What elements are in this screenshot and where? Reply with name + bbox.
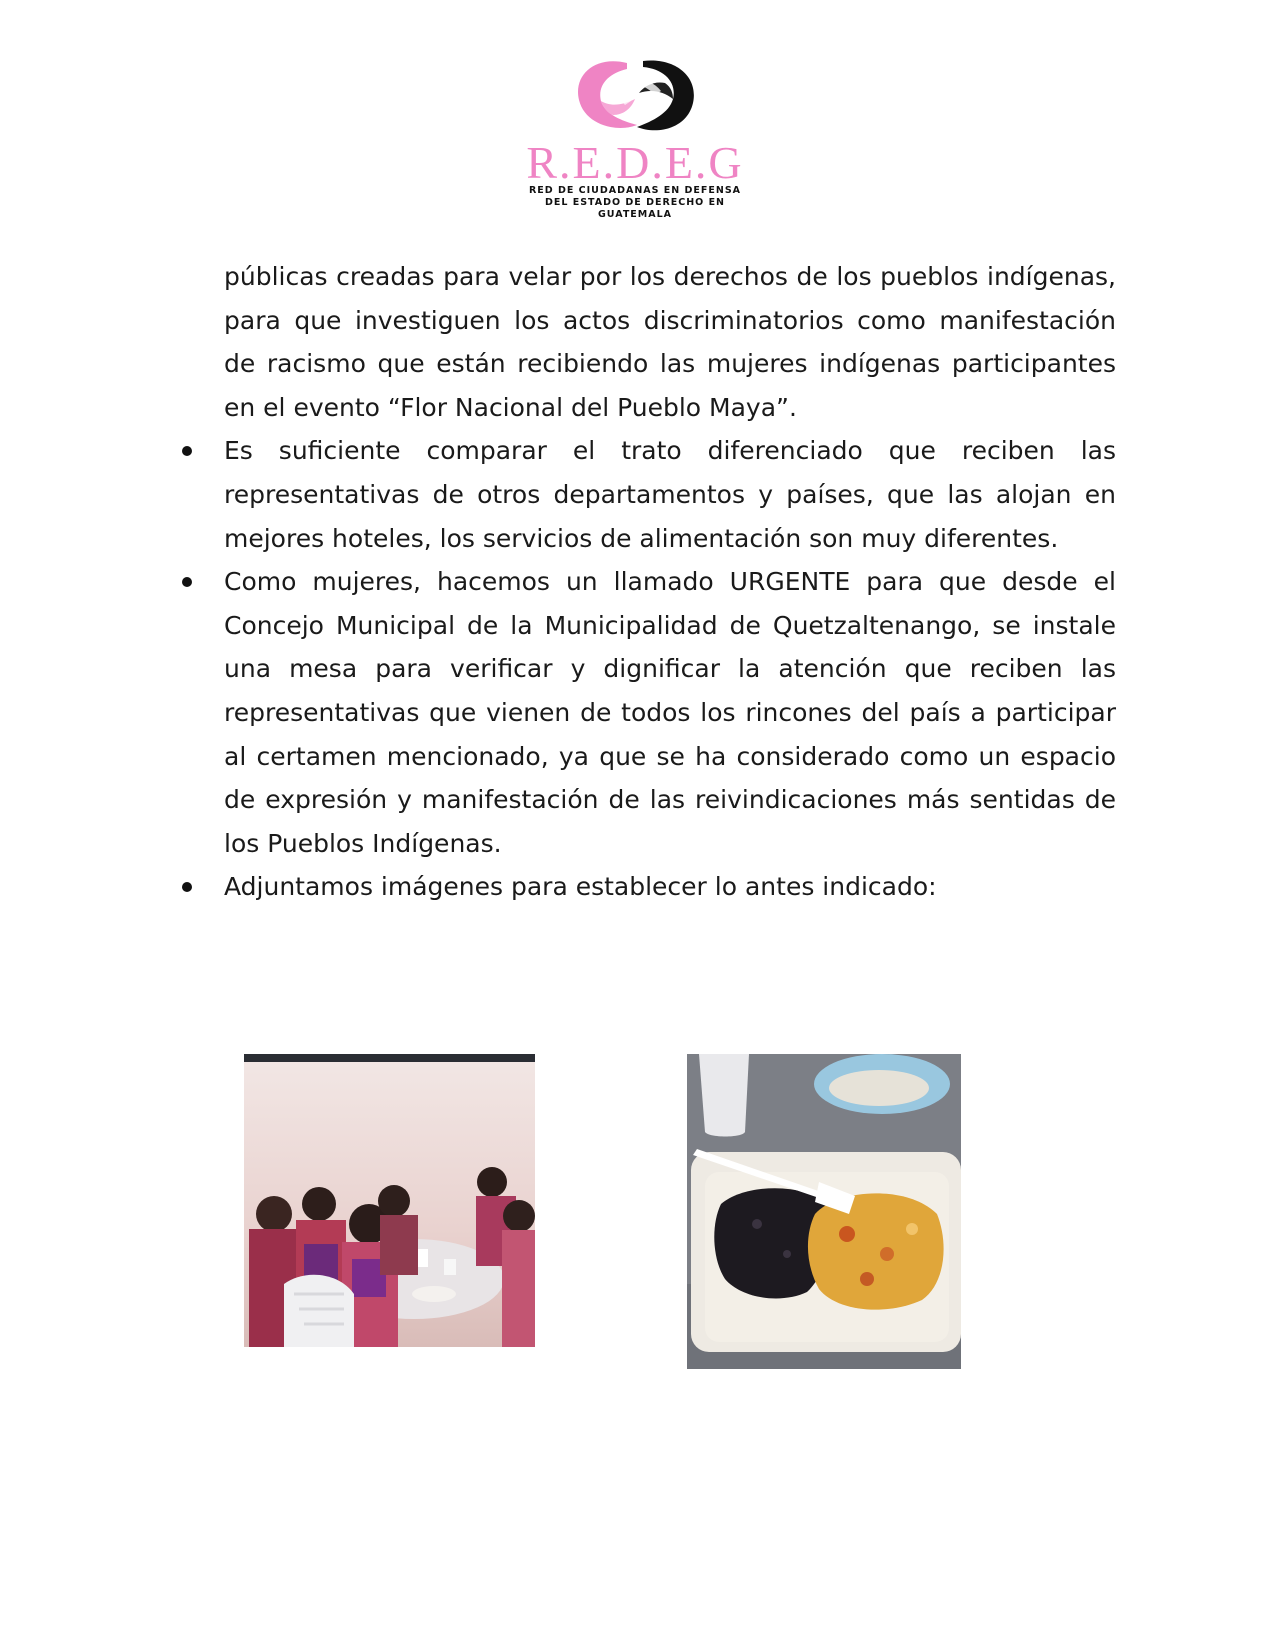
bullet-icon xyxy=(182,882,192,892)
list-item xyxy=(180,560,1116,865)
redeg-logo xyxy=(525,55,745,220)
hands-logo-icon xyxy=(565,55,705,140)
list-item xyxy=(180,865,1116,909)
photo-women-dining xyxy=(244,1054,535,1347)
list-item xyxy=(180,429,1116,560)
continued-paragraph: públicas creadas para velar por los derechos de los pueblos indígenas, para que investiguen los actos discriminatorios como manifestación de racismo que están recibiendo las mujeres indígenas participantes en el evento “Flor Nacional del Pueblo Maya”. xyxy=(224,262,1116,422)
document-body xyxy=(180,255,1116,909)
bullet-icon xyxy=(182,446,192,456)
list-item-text: Como mujeres, hacemos un llamado URGENTE para que desde el Concejo Municipal de la Municipalidad de Quetzaltenango, se instale una mesa para verificar y dignificar la atención que reciben las representativas que vienen de todos los rincones del país a participar al certamen mencionado, ya que se ha considerado como un espacio de expresión y manifestación de las reivindicaciones más sentidas de los Pueblos Indígenas. xyxy=(224,567,1116,858)
bullet-list xyxy=(180,429,1116,909)
logo-subtitle xyxy=(525,185,745,221)
list-item-text: Adjuntamos imágenes para establecer lo antes indicado: xyxy=(224,872,937,902)
bullet-icon xyxy=(182,577,192,587)
list-item-text: Es suficiente comparar el trato diferenciado que reciben las representativas de otros departamentos y países, que las alojan en mejores hoteles, los servicios de alimentación son muy diferentes. xyxy=(224,436,1116,553)
photo-food-plate xyxy=(687,1054,961,1369)
logo-subtitle-line: DEL ESTADO DE DERECHO EN xyxy=(544,197,726,208)
logo-subtitle-line: GUATEMALA xyxy=(597,209,672,220)
logo-acronym: R.E.D.E.G xyxy=(526,137,744,188)
logo-subtitle-line: RED DE CIUDADANAS EN DEFENSA xyxy=(528,185,742,196)
